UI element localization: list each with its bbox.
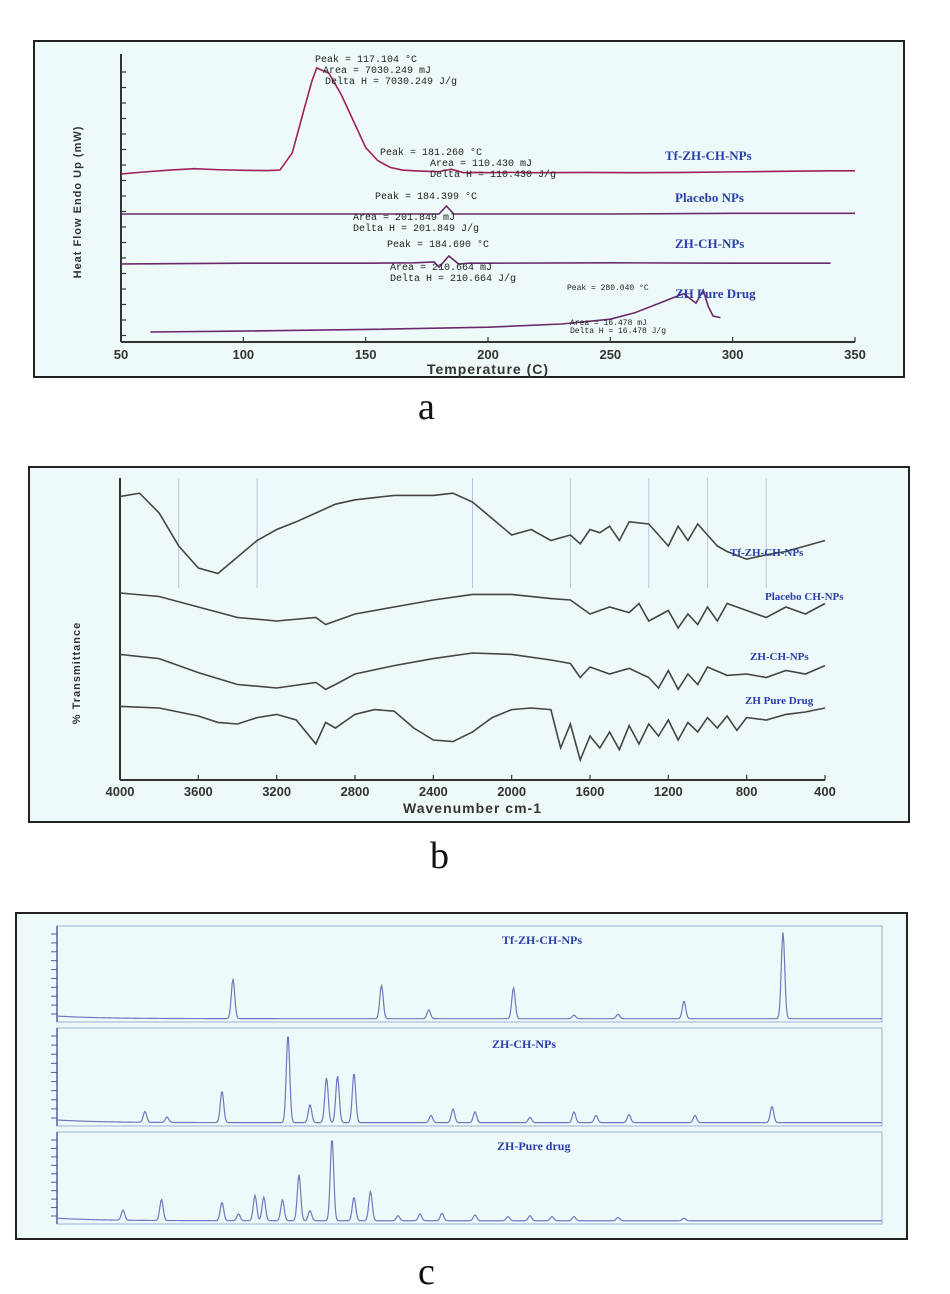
dsc-annotation: Delta H = 201.849 J/g	[353, 224, 480, 235]
panel-c-xrd	[15, 912, 908, 1240]
ftir-series-1	[120, 593, 825, 628]
x-tick-label: 300	[721, 347, 744, 362]
y-axis-title: % Transmittance	[71, 621, 83, 725]
dsc-annotation: Peak = 184.399 °C	[375, 192, 478, 203]
x-tick-label: 800	[735, 784, 758, 799]
series-label: ZH-CH-NPs	[492, 1037, 556, 1051]
dsc-annotation: Area = 110.430 mJ	[430, 159, 533, 170]
dsc-annotation: Delta H = 16.478 J/g	[570, 327, 667, 336]
dsc-annotation: Area = 7030.249 mJ	[323, 66, 432, 77]
panel-b-ftir	[28, 466, 910, 823]
series-label: ZH Pure Drug	[745, 695, 814, 707]
xrd-series-2	[57, 1141, 882, 1221]
panel-label-c: c	[418, 1251, 435, 1293]
xrd-frame	[57, 1132, 882, 1224]
x-tick-label: 350	[844, 347, 866, 362]
x-tick-label: 2000	[497, 784, 527, 799]
dsc-annotation: Peak = 184.690 °C	[387, 240, 490, 251]
xrd-frame	[57, 1028, 882, 1126]
dsc-annotation: Area = 201.849 mJ	[353, 213, 456, 224]
x-tick-label: 4000	[105, 784, 135, 799]
ftir-series-3	[120, 706, 825, 760]
x-tick-label: 2400	[418, 784, 448, 799]
series-label: Tf-ZH-CH-NPs	[730, 547, 804, 559]
xrd-chart	[17, 914, 910, 1242]
dsc-annotation: Peak = 280.040 °C	[567, 284, 649, 293]
x-tick-label: 3600	[183, 784, 213, 799]
dsc-annotation: Area = 210.664 mJ	[390, 263, 493, 274]
x-tick-label: 1200	[653, 784, 683, 799]
panel-label-a: a	[418, 386, 435, 428]
dsc-annotation: Peak = 181.260 °C	[380, 148, 483, 159]
xrd-series-0	[57, 932, 882, 1018]
x-tick-label: 50	[113, 347, 129, 362]
x-tick-label: 100	[232, 347, 255, 362]
series-label: ZH-Pure drug	[497, 1139, 571, 1153]
series-label: ZH-CH-NPs	[750, 651, 809, 663]
series-label: ZH Pure Drug	[675, 286, 756, 301]
x-tick-label: 1600	[575, 784, 605, 799]
x-tick-label: 3200	[262, 784, 292, 799]
x-tick-label: 250	[599, 347, 622, 362]
x-tick-label: 200	[477, 347, 499, 362]
dsc-annotation: Delta H = 7030.249 J/g	[325, 77, 458, 88]
series-label: Placebo NPs	[675, 190, 744, 205]
xrd-series-1	[57, 1037, 882, 1122]
ftir-series-2	[120, 653, 825, 689]
x-tick-label: 2800	[340, 784, 370, 799]
ftir-chart	[30, 468, 912, 825]
x-axis-title: Temperature (C)	[426, 361, 550, 377]
panel-a-dsc	[33, 40, 905, 378]
x-tick-label: 150	[354, 347, 377, 362]
x-axis-title: Wavenumber cm-1	[403, 800, 542, 816]
dsc-annotation: Area = 16.478 mJ	[570, 319, 647, 328]
y-axis-title: Heat Flow Endo Up (mW)	[72, 125, 84, 279]
dsc-annotation: Peak = 117.104 °C	[315, 55, 418, 66]
panel-label-b: b	[430, 835, 449, 877]
dsc-annotation: Delta H = 110.430 J/g	[430, 170, 557, 181]
dsc-chart	[35, 42, 907, 380]
series-label: ZH-CH-NPs	[675, 236, 745, 251]
series-label: Placebo CH-NPs	[765, 591, 844, 603]
xrd-frame	[57, 926, 882, 1022]
x-tick-label: 400	[814, 784, 836, 799]
dsc-annotation: Delta H = 210.664 J/g	[390, 274, 517, 285]
dsc-series-1	[121, 206, 855, 214]
series-label: Tf-ZH-CH-NPs	[665, 148, 752, 163]
series-label: Tf-ZH-CH-NPs	[502, 933, 582, 947]
